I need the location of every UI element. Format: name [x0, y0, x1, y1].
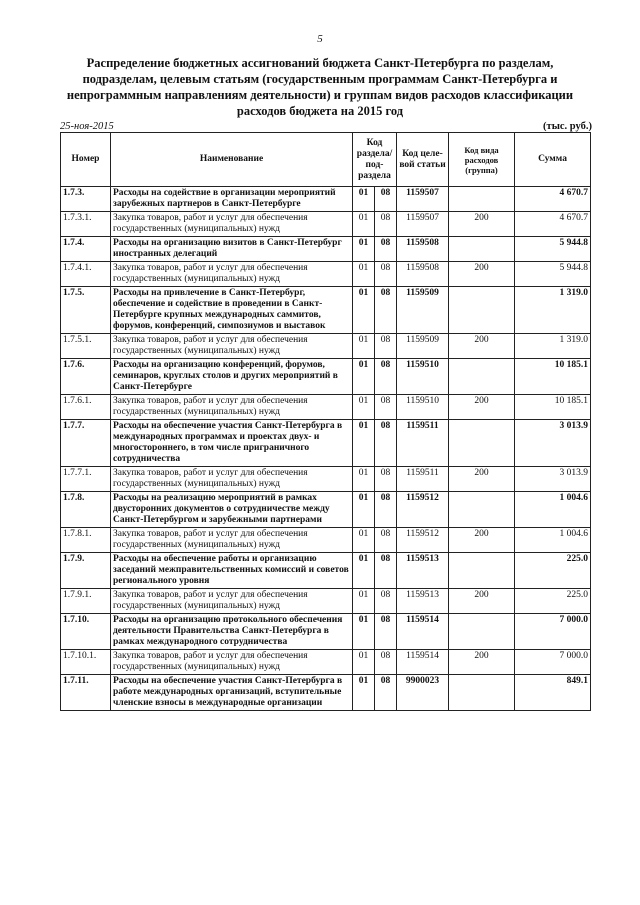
row-expense-type-code	[449, 287, 515, 334]
row-section-code: 01	[353, 237, 375, 262]
row-subsection-code: 08	[375, 467, 397, 492]
row-section-code: 01	[353, 675, 375, 711]
page-number: 5	[317, 33, 323, 45]
row-name: Закупка товаров, работ и услуг для обеспечения государственных (муниципальных) нужд	[111, 467, 353, 492]
row-subsection-code: 08	[375, 614, 397, 650]
row-expense-type-code	[449, 553, 515, 589]
row-target-code: 1159514	[397, 650, 449, 675]
document-date: 25-ноя-2015	[60, 121, 114, 132]
row-sum: 10 185.1	[515, 395, 591, 420]
row-target-code: 1159507	[397, 212, 449, 237]
table-row	[61, 359, 591, 395]
row-section-code: 01	[353, 334, 375, 359]
row-name: Закупка товаров, работ и услуг для обеспечения государственных (муниципальных) нужд	[111, 262, 353, 287]
row-name: Закупка товаров, работ и услуг для обеспечения государственных (муниципальных) нужд	[111, 589, 353, 614]
row-target-code: 1159510	[397, 395, 449, 420]
row-section-code: 01	[353, 614, 375, 650]
row-number: 1.7.4.	[61, 237, 111, 262]
row-section-code: 01	[353, 528, 375, 553]
row-sum: 1 319.0	[515, 334, 591, 359]
row-name: Расходы на организацию конференций, форумов, семинаров, круглых столов и других мероприятий в Санкт-Петербурге	[111, 359, 353, 395]
row-number: 1.7.4.1.	[61, 262, 111, 287]
row-subsection-code: 08	[375, 237, 397, 262]
row-expense-type-code: 200	[449, 212, 515, 237]
row-target-code: 1159511	[397, 420, 449, 467]
row-number: 1.7.3.	[61, 187, 111, 212]
row-expense-type-code	[449, 420, 515, 467]
row-name: Расходы на обеспечение работы и организацию заседаний межправительственных комиссий и советов регионального уровня	[111, 553, 353, 589]
row-sum: 7 000.0	[515, 614, 591, 650]
row-sum: 3 013.9	[515, 467, 591, 492]
row-section-code: 01	[353, 287, 375, 334]
row-expense-type-code: 200	[449, 395, 515, 420]
table-row	[61, 262, 591, 287]
table-header-row	[61, 133, 591, 187]
row-number: 1.7.9.1.	[61, 589, 111, 614]
row-target-code: 1159513	[397, 553, 449, 589]
row-subsection-code: 08	[375, 420, 397, 467]
table-row	[61, 395, 591, 420]
row-sum: 7 000.0	[515, 650, 591, 675]
row-expense-type-code: 200	[449, 334, 515, 359]
table-row	[61, 187, 591, 212]
row-expense-type-code: 200	[449, 528, 515, 553]
table-row	[61, 650, 591, 675]
row-sum: 10 185.1	[515, 359, 591, 395]
row-expense-type-code: 200	[449, 467, 515, 492]
table-row	[61, 528, 591, 553]
row-expense-type-code: 200	[449, 589, 515, 614]
row-target-code: 1159508	[397, 237, 449, 262]
row-expense-type-code	[449, 359, 515, 395]
header-expense-type: Код вида расходов (группа)	[449, 133, 515, 187]
row-target-code: 1159513	[397, 589, 449, 614]
row-target-code: 9900023	[397, 675, 449, 711]
row-number: 1.7.3.1.	[61, 212, 111, 237]
row-sum: 1 319.0	[515, 287, 591, 334]
row-sum: 5 944.8	[515, 237, 591, 262]
row-sum: 4 670.7	[515, 212, 591, 237]
row-subsection-code: 08	[375, 212, 397, 237]
table-row	[61, 614, 591, 650]
row-sum: 4 670.7	[515, 187, 591, 212]
table-row	[61, 420, 591, 467]
table-row	[61, 467, 591, 492]
row-subsection-code: 08	[375, 359, 397, 395]
row-subsection-code: 08	[375, 187, 397, 212]
row-expense-type-code	[449, 614, 515, 650]
row-number: 1.7.9.	[61, 553, 111, 589]
row-number: 1.7.11.	[61, 675, 111, 711]
header-number: Номер	[61, 133, 111, 187]
table-row	[61, 589, 591, 614]
row-section-code: 01	[353, 212, 375, 237]
row-sum: 5 944.8	[515, 262, 591, 287]
row-target-code: 1159510	[397, 359, 449, 395]
row-sum: 1 004.6	[515, 528, 591, 553]
row-subsection-code: 08	[375, 395, 397, 420]
row-name: Закупка товаров, работ и услуг для обеспечения государственных (муниципальных) нужд	[111, 212, 353, 237]
row-expense-type-code	[449, 237, 515, 262]
table-row	[61, 237, 591, 262]
row-section-code: 01	[353, 650, 375, 675]
row-sum: 225.0	[515, 553, 591, 589]
row-subsection-code: 08	[375, 492, 397, 528]
row-number: 1.7.10.1.	[61, 650, 111, 675]
row-section-code: 01	[353, 262, 375, 287]
row-expense-type-code	[449, 187, 515, 212]
row-sum: 3 013.9	[515, 420, 591, 467]
row-section-code: 01	[353, 395, 375, 420]
row-subsection-code: 08	[375, 650, 397, 675]
row-section-code: 01	[353, 420, 375, 467]
row-number: 1.7.7.	[61, 420, 111, 467]
row-name: Расходы на обеспечение участия Санкт-Петербурга в работе международных организаций, вступительные членские взносы в международные организации	[111, 675, 353, 711]
table-row	[61, 675, 591, 711]
row-number: 1.7.7.1.	[61, 467, 111, 492]
row-target-code: 1159514	[397, 614, 449, 650]
row-target-code: 1159511	[397, 467, 449, 492]
row-expense-type-code	[449, 675, 515, 711]
budget-table	[60, 132, 591, 711]
row-number: 1.7.8.	[61, 492, 111, 528]
row-name: Закупка товаров, работ и услуг для обеспечения государственных (муниципальных) нужд	[111, 528, 353, 553]
header-name: Наименование	[111, 133, 353, 187]
row-number: 1.7.10.	[61, 614, 111, 650]
row-section-code: 01	[353, 553, 375, 589]
table-row	[61, 492, 591, 528]
row-name: Расходы на организацию визитов в Санкт-Петербург иностранных делегаций	[111, 237, 353, 262]
row-subsection-code: 08	[375, 528, 397, 553]
row-subsection-code: 08	[375, 334, 397, 359]
row-target-code: 1159509	[397, 334, 449, 359]
row-target-code: 1159512	[397, 492, 449, 528]
row-expense-type-code: 200	[449, 650, 515, 675]
row-subsection-code: 08	[375, 262, 397, 287]
row-number: 1.7.6.1.	[61, 395, 111, 420]
header-section: Код раздела/ под-раздела	[353, 133, 397, 187]
header-target: Код целе-вой статьи	[397, 133, 449, 187]
row-target-code: 1159507	[397, 187, 449, 212]
row-name: Расходы на обеспечение участия Санкт-Петербурга в международных программах и проектах двух- и многостороннего, в том числе приграничного сотрудничества	[111, 420, 353, 467]
row-target-code: 1159512	[397, 528, 449, 553]
row-name: Расходы на организацию протокольного обеспечения деятельности Правительства Санкт-Петербурга в рамках международного сотрудничества	[111, 614, 353, 650]
row-section-code: 01	[353, 359, 375, 395]
row-section-code: 01	[353, 589, 375, 614]
row-name: Расходы на содействие в организации мероприятий зарубежных партнеров в Санкт-Петербурге	[111, 187, 353, 212]
units-label: (тыс. руб.)	[543, 121, 592, 132]
row-subsection-code: 08	[375, 287, 397, 334]
row-section-code: 01	[353, 467, 375, 492]
table-row	[61, 553, 591, 589]
header-sum: Сумма	[515, 133, 591, 187]
table-row	[61, 212, 591, 237]
row-section-code: 01	[353, 492, 375, 528]
table-row	[61, 334, 591, 359]
row-number: 1.7.8.1.	[61, 528, 111, 553]
row-subsection-code: 08	[375, 553, 397, 589]
row-name: Расходы на реализацию мероприятий в рамках двусторонних документов о сотрудничестве между Санкт-Петербургом и зарубежными партнерами	[111, 492, 353, 528]
row-sum: 1 004.6	[515, 492, 591, 528]
row-target-code: 1159508	[397, 262, 449, 287]
row-expense-type-code	[449, 492, 515, 528]
row-sum: 849.1	[515, 675, 591, 711]
row-number: 1.7.5.1.	[61, 334, 111, 359]
row-name: Закупка товаров, работ и услуг для обеспечения государственных (муниципальных) нужд	[111, 334, 353, 359]
row-number: 1.7.5.	[61, 287, 111, 334]
row-section-code: 01	[353, 187, 375, 212]
row-subsection-code: 08	[375, 675, 397, 711]
row-expense-type-code: 200	[449, 262, 515, 287]
row-name: Закупка товаров, работ и услуг для обеспечения государственных (муниципальных) нужд	[111, 395, 353, 420]
table-row	[61, 287, 591, 334]
row-subsection-code: 08	[375, 589, 397, 614]
row-name: Расходы на привлечение в Санкт-Петербург, обеспечение и содействие в проведении в Санкт-Петербурге крупных международных саммитов, форумов, конференций, симпозиумов и выставок	[111, 287, 353, 334]
row-number: 1.7.6.	[61, 359, 111, 395]
row-target-code: 1159509	[397, 287, 449, 334]
document-title: Распределение бюджетных ассигнований бюджета Санкт-Петербурга по разделам, подразделам, целевым статьям (государственным программам Санкт-Петербурга и непрограммным направлениям деятельности) и группам видов расходов классификации расходов бюджета на 2015 год	[66, 56, 574, 118]
row-name: Закупка товаров, работ и услуг для обеспечения государственных (муниципальных) нужд	[111, 650, 353, 675]
row-sum: 225.0	[515, 589, 591, 614]
